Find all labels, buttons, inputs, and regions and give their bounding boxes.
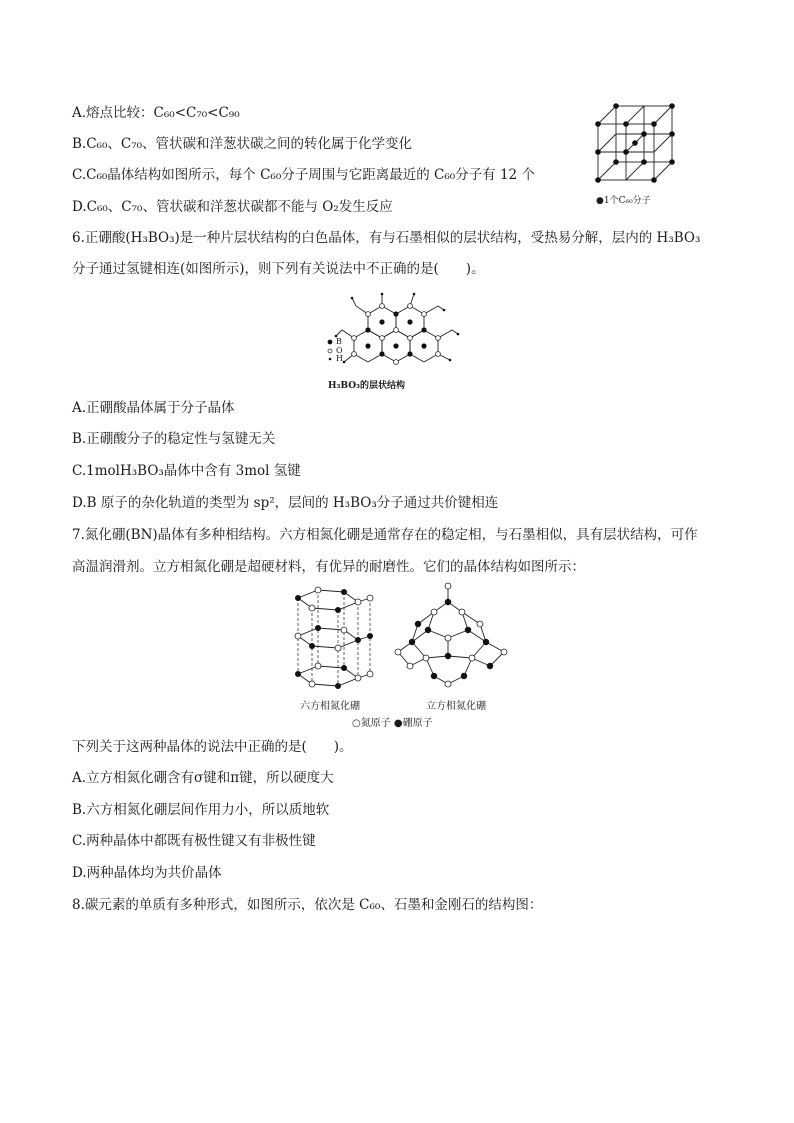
q6-option-d: D.B 原子的杂化轨道的类型为 sp²，层间的 H₃BO₃分子通过共价键相连 — [72, 495, 499, 511]
q7-option-a: A.立方相氮化硼含有σ键和π键，所以硬度大 — [72, 770, 334, 786]
q7-stem-line1: 7.氮化硼(BN)晶体有多种相结构。六方相氮化硼是通常存在的稳定相，与石墨相似，具有层状结构，可作 — [72, 527, 698, 543]
q7-stem-line2: 高温润滑剂。立方相氮化硼是超硬材料，有优异的耐磨性。它们的晶体结构如图所示： — [72, 559, 585, 575]
boric-acid-layer-figure — [322, 286, 472, 376]
hexagonal-bn-figure — [284, 584, 374, 692]
q7-question: 下列关于这两种晶体的说法中正确的是( )。 — [72, 739, 353, 755]
q5-option-b: B.C₆₀、C₇₀、管状碳和洋葱状碳之间的转化属于化学变化 — [72, 136, 413, 152]
legend-o: O — [336, 346, 343, 355]
boric-acid-figure-caption: H₃BO₃的层状结构 — [328, 381, 406, 391]
bn-legend: ○氮原子 ●硼原子 — [352, 718, 433, 729]
cubic-bn-caption: 立方相氮化硼 — [426, 701, 486, 712]
q6-stem-line1: 6.正硼酸(H₃BO₃)是一种片层状结构的白色晶体，有与石墨相似的层状结构，受热易分解，层内的 H₃BO₃ — [72, 230, 701, 246]
q8-stem: 8.碳元素的单质有多种形式，如图所示，依次是 C₆₀、石墨和金刚石的结构图： — [72, 897, 543, 913]
q5-option-d: D.C₆₀、C₇₀、管状碳和洋葱状碳都不能与 O₂发生反应 — [72, 199, 393, 215]
c60-lattice-figure — [590, 98, 680, 193]
q5-option-a: A.熔点比较：C₆₀<C₇₀<C₉₀ — [72, 105, 240, 121]
q6-option-b: B.正硼酸分子的稳定性与氢键无关 — [72, 431, 276, 447]
q7-option-c: C.两种晶体中都既有极性键又有非极性键 — [72, 833, 316, 849]
q5-option-c: C.C₆₀晶体结构如图所示，每个 C₆₀分子周围与它距离最近的 C₆₀分子有 12 个 — [72, 167, 535, 183]
q6-option-c: C.1molH₃BO₃晶体中含有 3mol 氢键 — [72, 463, 301, 479]
q6-stem-line2: 分子通过氢键相连(如图所示)，则下列有关说法中不正确的是( )。 — [72, 261, 485, 277]
q7-option-d: D.两种晶体均为共价晶体 — [72, 865, 222, 881]
cubic-bn-figure — [390, 580, 514, 688]
c60-figure-caption: ●1个C₆₀分子 — [596, 196, 651, 206]
legend-h: H — [336, 354, 343, 363]
hexagonal-bn-caption: 六方相氮化硼 — [300, 701, 360, 712]
legend-b: B — [336, 337, 342, 346]
q6-option-a: A.正硼酸晶体属于分子晶体 — [72, 400, 235, 416]
q7-option-b: B.六方相氮化硼层间作用力小，所以质地软 — [72, 802, 330, 818]
